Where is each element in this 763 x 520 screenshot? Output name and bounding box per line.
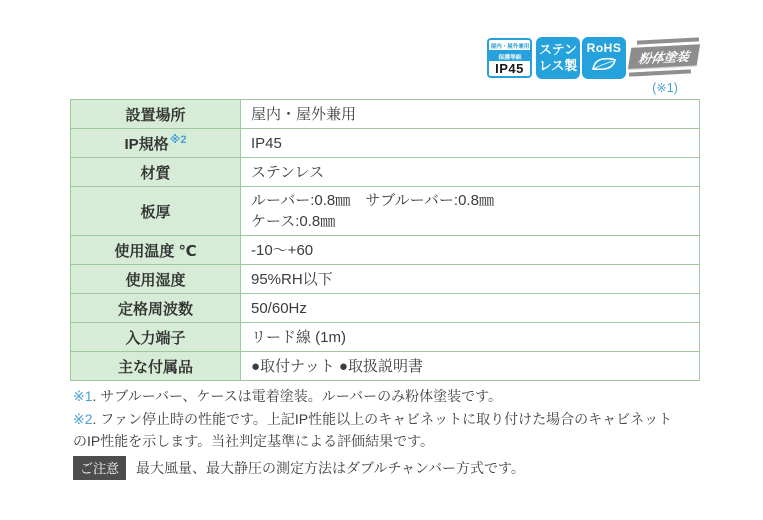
table-row — [71, 158, 700, 187]
powder-badge-ref-note: (※1) — [652, 81, 678, 95]
stainless-badge-line1: ステン — [538, 42, 578, 57]
rohs-badge — [582, 37, 626, 79]
row-value: -10〜+60 — [241, 236, 700, 265]
row-label: 設置場所 — [71, 100, 241, 129]
table-row — [71, 323, 700, 352]
stainless-badge-line2: レス製 — [538, 58, 578, 73]
powder-badge-label: 粉体塗装 — [628, 44, 700, 69]
powder-badge-top-stripe — [637, 37, 699, 44]
powder-coating-badge — [628, 39, 702, 76]
row-label: IP規格$^{※2}$ — [71, 129, 241, 158]
spec-table — [70, 99, 700, 381]
row-value: 95%RH以下 — [241, 265, 700, 294]
row-value: リード線 (1m) — [241, 323, 700, 352]
stainless-badge — [536, 37, 580, 79]
row-value — [241, 187, 700, 236]
rohs-badge-label: RoHS — [586, 41, 622, 55]
table-row — [71, 294, 700, 323]
ip-badge-usage-label: 屋内・屋外兼用 — [489, 40, 530, 51]
powder-badge-bottom-stripe — [629, 69, 691, 76]
row-label: 板厚 — [71, 187, 241, 236]
caution-text: 最大風量、最大静圧の測定方法はダブルチャンバー方式です。 — [136, 460, 525, 476]
ip-badge-grade-label: 保護等級 — [489, 51, 530, 61]
footnote-2-line1 — [73, 409, 672, 429]
row-value: IP45 — [241, 129, 700, 158]
row-value: 屋内・屋外兼用 — [241, 100, 700, 129]
caution-row — [73, 456, 525, 480]
row-label: 使用湿度 — [71, 265, 241, 294]
row-label: 使用温度 ℃ — [71, 236, 241, 265]
row-label: 入力端子 — [71, 323, 241, 352]
footnote-1-ref: ※1 — [73, 388, 93, 404]
row-value: ●取付ナット ●取扱説明書 — [241, 352, 700, 381]
row-value: 50/60Hz — [241, 294, 700, 323]
row-value: ステンレス — [241, 158, 700, 187]
row-label: 主な付属品 — [71, 352, 241, 381]
leaf-icon — [591, 56, 617, 71]
table-row — [71, 187, 700, 236]
footnote-2-text: . ファン停止時の性能です。上記IP性能以上のキャビネットに取り付けた場合のキャビネット — [92, 411, 673, 427]
caution-badge: ご注意 — [73, 456, 126, 480]
table-row — [71, 352, 700, 381]
footnote-1-text: . サブルーバー、ケースは電着塗装。ルーバーのみ粉体塗装です。 — [92, 388, 502, 404]
table-row — [71, 129, 700, 158]
ip-badge-value: IP45 — [495, 61, 524, 76]
table-row — [71, 100, 700, 129]
table-row — [71, 236, 700, 265]
ip-rating-badge — [487, 38, 532, 78]
row-label: 材質 — [71, 158, 241, 187]
footnote-1 — [73, 386, 502, 406]
row-value-line2: ケース:0.8㎜ — [251, 213, 336, 230]
table-row — [71, 265, 700, 294]
footnote-2-line2: のIP性能を示します。当社判定基準による評価結果です。 — [73, 433, 434, 449]
footnote-ref-superscript: ※2 — [169, 133, 187, 146]
row-value-line1: ルーバー:0.8㎜ サブルーバー:0.8㎜ — [251, 192, 494, 209]
footnote-2-ref: ※2 — [73, 411, 93, 427]
row-label: 定格周波数 — [71, 294, 241, 323]
